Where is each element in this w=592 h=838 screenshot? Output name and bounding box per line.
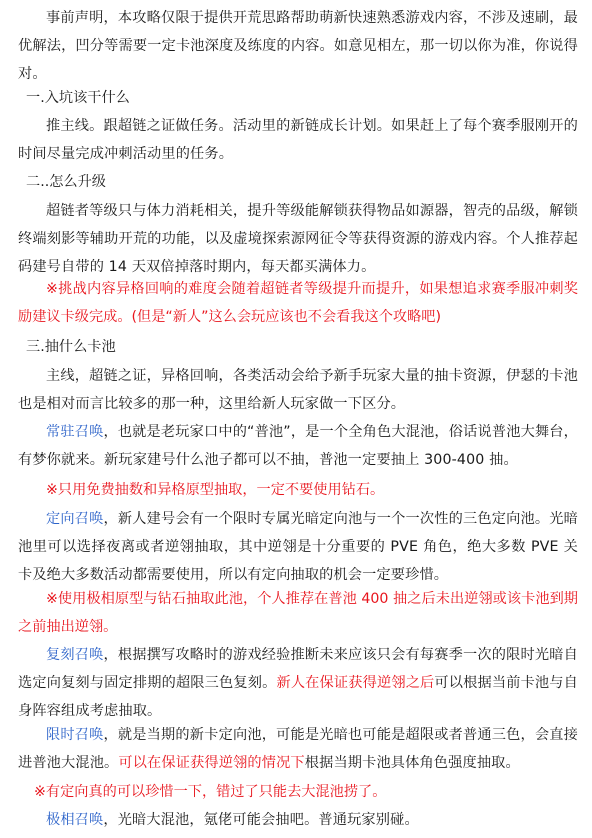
directed-summon-text: ，新人建号会有一个限时专属光暗定向池与一个一次性的三色定向池。光暗池里可以选择夜离或者逆翎抽取，其中逆翎是十分重要的 PVE 角色，绝大多数 PVE 关卡及绝大多数活动都需要使用，所以有定向抽取的机会一定要珍惜。 xyxy=(18,511,579,583)
directed-summon-warning: ※使用极相原型与钻石抽取此池，个人推荐在普池 400 抽之后未出逆翎或该卡池到期之前抽出逆翎。 xyxy=(18,591,578,635)
directed-summon-label: 定向召唤 xyxy=(46,511,104,527)
standard-summon-label: 常驻召唤 xyxy=(46,424,104,440)
polar-summon-text: ，光暗大混池，氪佬可能会抽吧。普通玩家别碰。 xyxy=(103,812,419,828)
standard-summon-paragraph xyxy=(18,418,578,474)
rerun-summon-paragraph xyxy=(18,641,578,725)
section1-heading: 一.入坑该干什么 xyxy=(26,90,130,106)
rerun-summon-text-b: 可以根据当前卡池与自身阵容组成考虑抽取。 xyxy=(18,675,578,719)
limited-summon-warning: ※有定向真的可以珍惜一下，错过了只能去大混池捞了。 xyxy=(34,784,387,800)
limited-summon-text-a: ，就是当期的新卡定向池，可能是光暗也可能是超限或者普通三色，会直接进普池大混池。 xyxy=(18,727,579,771)
rerun-summon-text-a: ，根据撰写攻略时的游戏经验推断未来应该只会有每赛季一次的限时光暗自选定向复刻与固定排期的超限三色复刻。 xyxy=(18,647,579,691)
section1-body: 推主线。跟超链之证做任务。活动里的新链成长计划。如果赶上了每个赛季服刚开的时间尽量完成冲刺活动里的任务。 xyxy=(18,118,578,162)
limited-summon-label: 限时召唤 xyxy=(46,727,104,743)
polar-summon-label: 极相召唤 xyxy=(46,812,104,828)
polar-summon-paragraph xyxy=(18,806,578,834)
rerun-summon-label: 复刻召唤 xyxy=(46,647,104,663)
section3-heading: 三.抽什么卡池 xyxy=(26,339,116,355)
standard-summon-text: ，也就是老玩家口中的“普池”，是一个全角色大混池，俗话说普池大舞台，有梦你就来。新玩家建号什么池子都可以不抽，普池一定要抽上 300-400 抽。 xyxy=(18,424,578,468)
intro-paragraph: 事前声明，本攻略仅限于提供开荒思路帮助萌新快速熟悉游戏内容，不涉及速刷，最优解法，凹分等需要一定卡池深度及练度的内容。如意见相左，那一切以你为准，你说得对。 xyxy=(18,10,578,82)
limited-summon-text-b: 根据当期卡池具体角色强度抽取。 xyxy=(304,755,520,771)
section2-heading: 二..怎么升级 xyxy=(26,174,106,190)
section2-warning: ※挑战内容异格回响的难度会随着超链者等级提升而提升，如果想追求赛季服冲刺奖励建议卡级完成。(但是“新人”这么会玩应该也不会看我这个攻略吧) xyxy=(18,281,578,325)
rerun-summon-text-red: 新人在保证获得逆翎之后 xyxy=(276,675,435,691)
section2-body: 超链者等级只与体力消耗相关，提升等级能解锁获得物品如源器，智壳的品级，解锁终端刻影等辅助开荒的功能，以及虚境探索源网征令等获得资源的游戏内容。个人推荐起码建号自带的 14 天双倍掉落时期内，每天都买满体力。 xyxy=(18,203,578,275)
standard-summon-warning: ※只用免费抽数和异格原型抽取，一定不要使用钻石。 xyxy=(46,482,385,498)
section3-body: 主线，超链之证，异格回响，各类活动会给予新手玩家大量的抽卡资源，伊瑟的卡池也是相对而言比较多的那一种，这里给新人玩家做一下区分。 xyxy=(18,368,578,412)
directed-summon-paragraph xyxy=(18,505,578,589)
limited-summon-text-red: 可以在保证获得逆翎的情况下 xyxy=(118,755,305,771)
limited-summon-paragraph xyxy=(18,721,578,777)
